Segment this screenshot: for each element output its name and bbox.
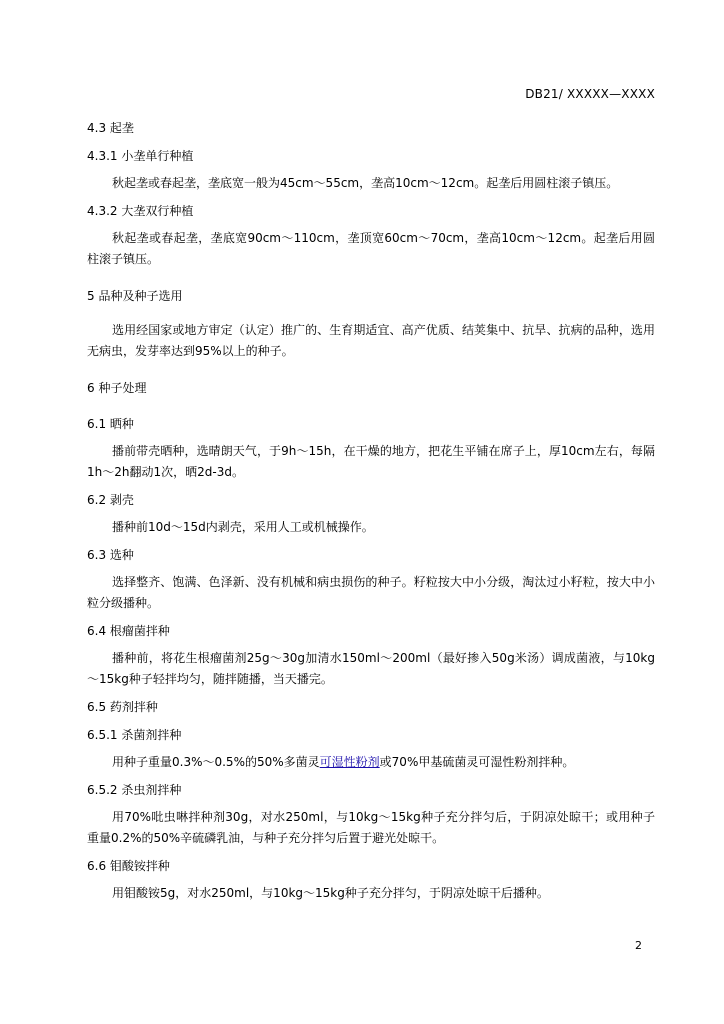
- paragraph-6-2: 播种前10d～15d内剥壳，采用人工或机械操作。: [112, 520, 374, 534]
- paragraph-6-4: 播种前，将花生根瘤菌剂25g～30g加清水150ml～200ml（最好掺入50g米汤）调成菌液，与10kg～15kg种子轻拌均匀，随拌随播，当天播完。: [87, 651, 655, 686]
- document-code: DB21/ XXXXX—XXXX: [525, 87, 655, 101]
- paragraph-5: 选用经国家或地方审定（认定）推广的、生育期适宜、高产优质、结荚集中、抗旱、抗病的品种，选用无病虫，发芽率达到95%以上的种子。: [87, 323, 655, 358]
- heading-4-3-2: 4.3.2 大垄双行种植: [87, 204, 194, 218]
- paragraph-6-1: 播前带壳晒种，选晴朗天气，于9h～15h，在干燥的地方，把花生平铺在席子上，厚10cm左右，每隔1h～2h翻动1次，晒2d-3d。: [87, 444, 655, 479]
- heading-6-5-1: 6.5.1 杀菌剂拌种: [87, 728, 182, 742]
- heading-6-3: 6.3 选种: [87, 548, 134, 562]
- heading-5: 5 品种及种子选用: [87, 289, 183, 303]
- wettable-powder-link[interactable]: 可湿性粉剂: [319, 755, 380, 769]
- heading-4-3-1: 4.3.1 小垄单行种植: [87, 149, 194, 163]
- heading-4-3: 4.3 起垄: [87, 121, 134, 135]
- paragraph-6-5-1-post: 或70%甲基硫菌灵可湿性粉剂拌种。: [379, 755, 575, 769]
- heading-6-5: 6.5 药剂拌种: [87, 700, 158, 714]
- heading-6-4: 6.4 根瘤菌拌种: [87, 624, 170, 638]
- heading-6-5-2: 6.5.2 杀虫剂拌种: [87, 783, 182, 797]
- paragraph-6-3: 选择整齐、饱满、色泽新、没有机械和病虫损伤的种子。籽粒按大中小分级，淘汰过小籽粒，按大中小粒分级播种。: [87, 575, 655, 610]
- heading-6-1: 6.1 晒种: [87, 417, 134, 431]
- paragraph-6-5-2: 用70%吡虫啉拌种剂30g，对水250ml，与10kg～15kg种子充分拌匀后，于阴凉处晾干；或用种子重量0.2%的50%辛硫磷乳油，与种子充分拌匀后置于避光处晾干。: [87, 810, 655, 845]
- heading-6-6: 6.6 钼酸铵拌种: [87, 859, 170, 873]
- page-number: 2: [635, 939, 642, 952]
- paragraph-6-5-1-pre: 用种子重量0.3%～0.5%的50%多菌灵: [112, 755, 320, 769]
- paragraph-4-3-1: 秋起垄或春起垄，垄底宽一般为45cm～55cm，垄高10cm～12cm。起垄后用圆柱滚子镇压。: [112, 176, 619, 190]
- heading-6: 6 种子处理: [87, 381, 147, 395]
- document-body: [87, 118, 655, 904]
- paragraph-4-3-2: 秋起垄或春起垄，垄底宽90cm～110cm，垄顶宽60cm～70cm，垄高10cm～12cm。起垄后用圆柱滚子镇压。: [87, 231, 655, 266]
- paragraph-6-6: 用钼酸铵5g，对水250ml，与10kg～15kg种子充分拌匀，于阴凉处晾干后播种。: [112, 886, 549, 900]
- paragraph-6-5-1: [87, 752, 655, 773]
- heading-6-2: 6.2 剥壳: [87, 493, 134, 507]
